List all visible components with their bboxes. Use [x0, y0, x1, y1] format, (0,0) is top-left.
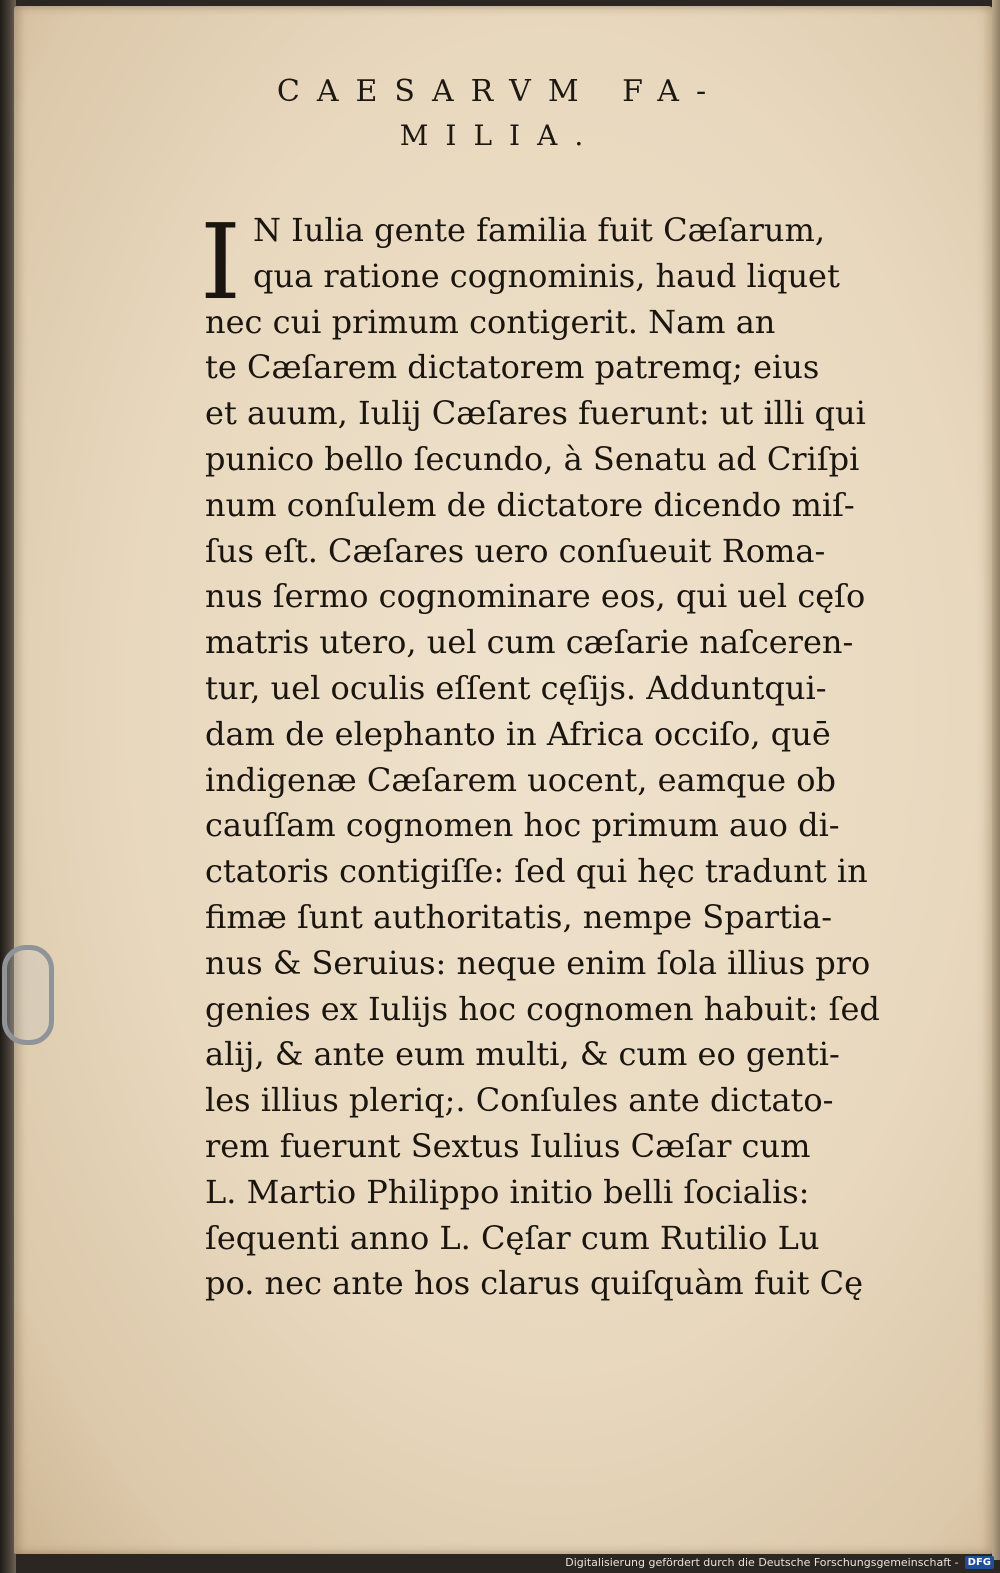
text-line: N Iulia gente familia fuit Cæſarum, [253, 211, 825, 249]
text-line: po. nec ante hos clarus quiſquàm fuit Cę [205, 1264, 864, 1303]
drop-cap: I [200, 201, 242, 323]
text-line: ctatoris contigiſſe: ſed qui hęc tradunt in [205, 852, 868, 891]
page-edge [992, 0, 1000, 1560]
running-head-line-2: MILIA. [399, 119, 601, 152]
body-text [205, 208, 917, 1307]
text-line: punico bello ſecundo, à Senatu ad Criſpi [205, 439, 860, 478]
text-line: alij, & ante eum multi, & cum eo genti- [205, 1035, 840, 1074]
text-line: ſequenti anno L. Cęſar cum Rutilio Lu [205, 1218, 820, 1257]
digitization-credit [565, 1556, 994, 1569]
credit-text: Digitalisierung gefördert durch die Deutsche Forschungsgemeinschaft - [565, 1556, 959, 1569]
running-head [180, 72, 820, 156]
text-line: cauſſam cognomen hoc primum auo di- [205, 806, 840, 845]
text-line: les illius pleriq;. Conſules ante dictato- [205, 1081, 834, 1120]
text-line: indigenæ Cæſarem uocent, eamque ob [205, 760, 836, 799]
text-line: tur, uel oculis eſſent cęſijs. Adduntqui- [205, 668, 827, 707]
text-line: nus & Seruius: neque enim ſola illius pro [205, 943, 871, 982]
dfg-logo-icon: DFG [965, 1556, 994, 1569]
text-line: te Cæſarem dictatorem patremq; eius [205, 348, 820, 387]
text-line: nus ſermo cognominare eos, qui uel cęſo [205, 577, 866, 616]
text-line: ſus eſt. Cæſares uero conſueuit Roma- [205, 531, 826, 570]
text-line: num conſulem de dictatore dicendo miſ- [205, 485, 855, 524]
text-line: nec cui primum contigerit. Nam an [205, 302, 776, 341]
text-line: qua ratione cognominis, haud liquet [253, 256, 840, 295]
text-line: rem fuerunt Sextus Iulius Cæſar cum [205, 1126, 811, 1165]
text-line: et auum, Iulij Cæſares fuerunt: ut illi qui [205, 394, 866, 433]
running-head-line-1: CAESARVM FA- [276, 74, 724, 109]
text-line: dam de elephanto in Africa occiſo, quē [205, 714, 831, 753]
page-clip [2, 945, 54, 1045]
text-line: L. Martio Philippo initio belli ſocialis: [205, 1172, 810, 1211]
text-line: matris utero, uel cum cæſarie naſceren- [205, 623, 854, 662]
text-line: genies ex Iulijs hoc cognomen habuit: ſed [205, 989, 880, 1028]
text-line: fimæ ſunt authoritatis, nempe Spartia- [205, 897, 833, 936]
